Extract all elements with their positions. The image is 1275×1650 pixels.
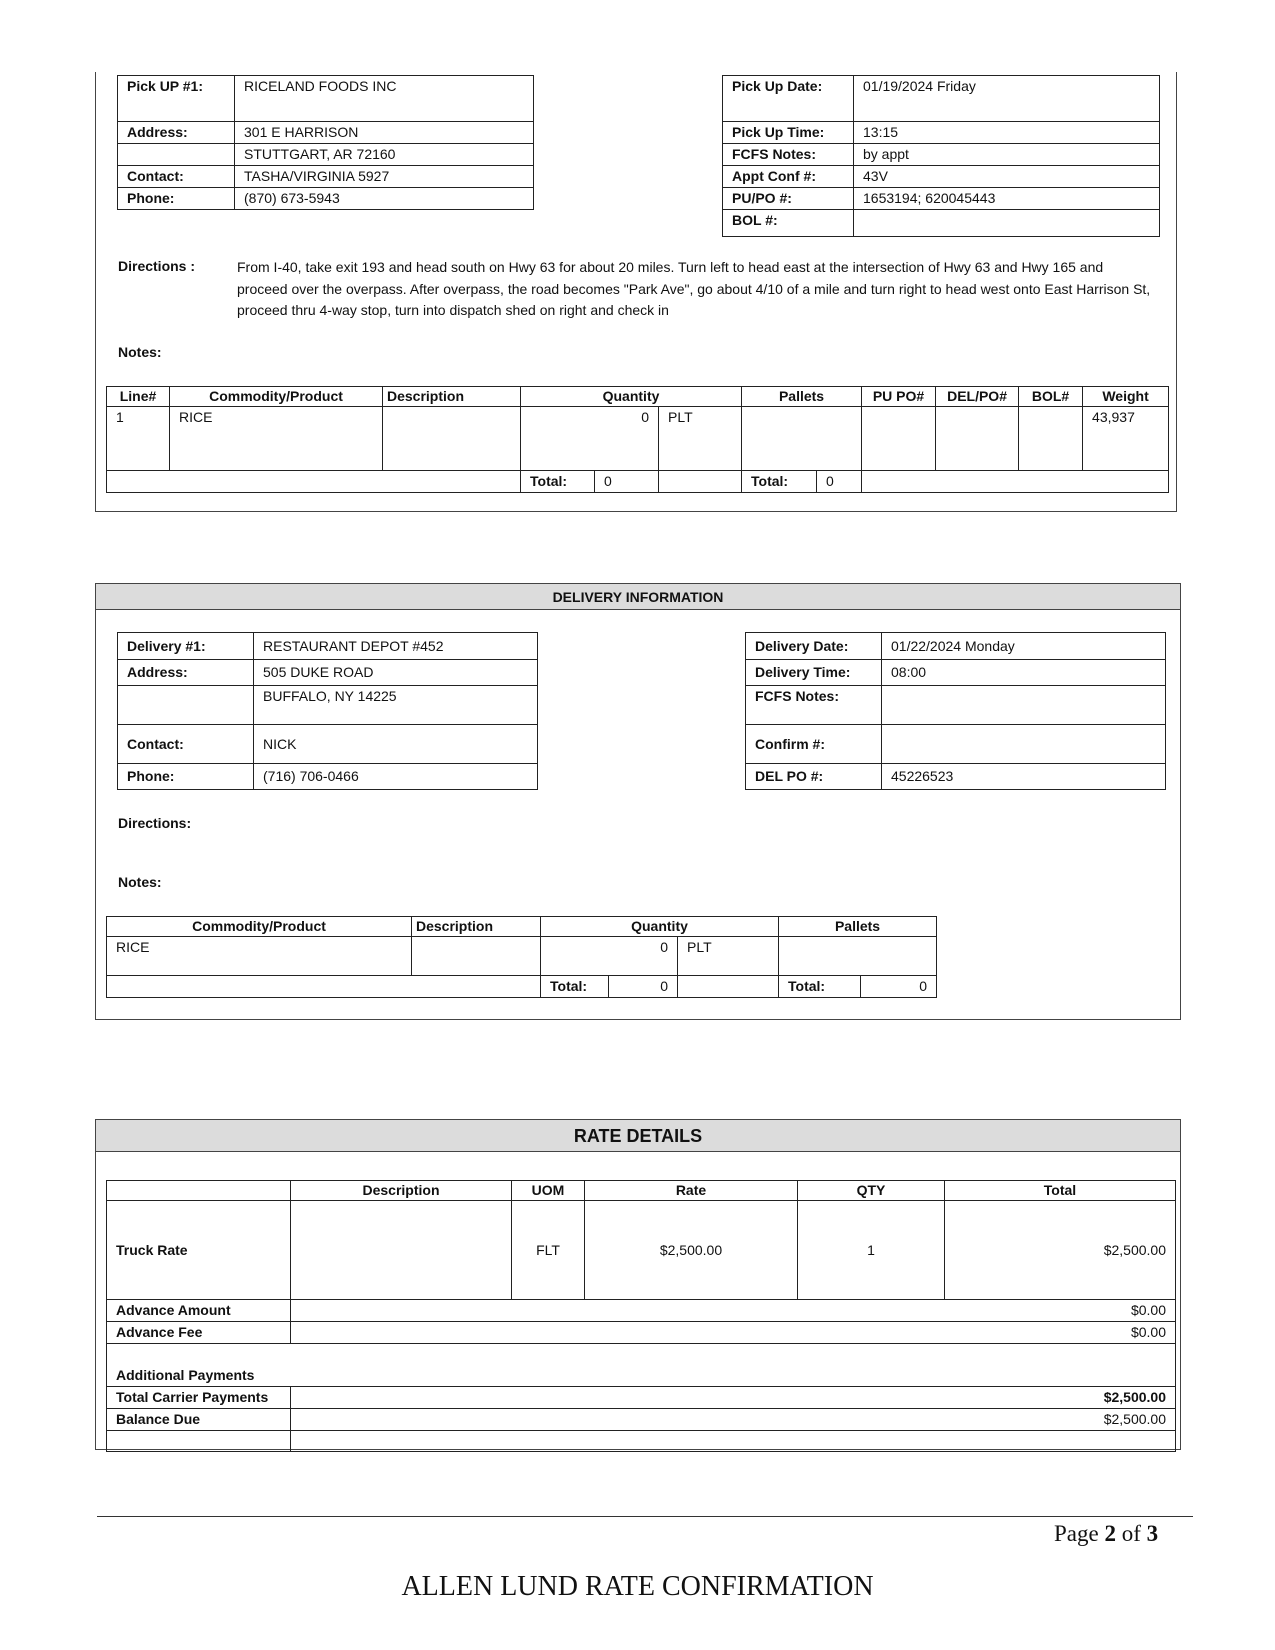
pickup-pallet-total-label: Total: [742,471,817,493]
pickup-time-label: Pick Up Time: [723,122,854,144]
pickup-contact-label: Contact: [118,166,235,188]
page-number [1054,1521,1158,1547]
pickup-col-del-po: DEL/PO# [936,387,1019,407]
pickup-date-value: 01/19/2024 Friday [854,76,1160,122]
table-row [107,407,1169,471]
rate-col-rate: Rate [585,1181,798,1201]
rate-col-total: Total [945,1181,1176,1201]
table-row [107,1201,1176,1300]
truck-rate-rate: $2,500.00 [585,1201,798,1300]
delivery-date-label: Delivery Date: [746,633,882,660]
delivery-po-value: 45226523 [882,764,1166,790]
document-title: ALLEN LUND RATE CONFIRMATION [401,1571,874,1602]
rate-col-uom: UOM [512,1181,585,1201]
rate-col-qty: QTY [798,1181,945,1201]
pickup-col-line: Line# [107,387,170,407]
delivery-item-description [412,937,541,976]
pickup-item-description [383,407,521,471]
delivery-col-commodity: Commodity/Product [107,917,412,937]
delivery-fcfs-value [882,686,1166,725]
rate-table [106,1180,1176,1452]
delivery-confirm-label: Confirm #: [746,725,882,764]
delivery-directions-label: Directions: [118,815,192,831]
pickup-bol-label: BOL #: [723,210,854,237]
delivery-contact-label: Contact: [118,725,254,764]
pickup-item-weight: 43,937 [1083,407,1169,471]
pickup-po-value: 1653194; 620045443 [854,188,1160,210]
pickup-pallet-total: 0 [817,471,862,493]
delivery-fcfs-label: FCFS Notes: [746,686,882,725]
pickup-schedule-table [722,75,1160,237]
page-current: 2 [1104,1521,1116,1546]
delivery-schedule-table [745,632,1166,790]
delivery-col-pallets: Pallets [779,917,937,937]
pickup-address-line2: STUTTGART, AR 72160 [235,144,534,166]
pickup-item-line: 1 [107,407,170,471]
pickup-item-pallets [742,407,862,471]
truck-rate-label: Truck Rate [107,1201,291,1300]
delivery-address-label: Address: [118,660,254,686]
delivery-pallet-total: 0 [861,976,937,998]
pickup-directions-text: From I-40, take exit 193 and head south on Hwy 63 for about 20 miles. Turn left to head east at the intersection of Hwy 63 and Hwy 165 and proceed over the overpass. After overpass, the road becomes "Park Ave", go about 4/10 of a mile and turn right to head west onto East Harrison St, proceed thru 4-way stop, turn into dispatch shed on right and check in [237,259,1151,318]
pickup-col-commodity: Commodity/Product [170,387,383,407]
delivery-notes-label: Notes: [118,874,162,890]
total-carrier-payments-label: Total Carrier Payments [107,1387,291,1409]
delivery-pallet-total-label: Total: [779,976,861,998]
delivery-item-commodity: RICE [107,937,412,976]
pickup-item-unit: PLT [659,407,742,471]
total-carrier-payments-value: $2,500.00 [291,1387,1176,1409]
page-of: of [1115,1521,1147,1546]
delivery-section-title: DELIVERY INFORMATION [96,584,1180,610]
pickup-bol-value [854,210,1160,237]
delivery-col-description: Description [412,917,541,937]
pickup-qty-total-label: Total: [521,471,595,493]
pickup-qty-total: 0 [595,471,659,493]
pickup-col-bol: BOL# [1019,387,1083,407]
delivery-address-line1: 505 DUKE ROAD [254,660,538,686]
pickup-notes-label: Notes: [118,344,162,360]
pickup-col-pallets: Pallets [742,387,862,407]
pickup-col-weight: Weight [1083,387,1169,407]
delivery-phone-label: Phone: [118,764,254,790]
delivery-date-value: 01/22/2024 Monday [882,633,1166,660]
pickup-item-pu-po [862,407,936,471]
delivery-items-table [106,916,937,998]
pickup-col-quantity: Quantity [521,387,742,407]
pickup-contact-value: TASHA/VIRGINIA 5927 [235,166,534,188]
truck-rate-qty: 1 [798,1201,945,1300]
delivery-address-line2: BUFFALO, NY 14225 [254,686,538,725]
pickup-fcfs-label: FCFS Notes: [723,144,854,166]
delivery-item-pallets [779,937,937,976]
footer-divider [97,1516,1193,1517]
delivery-qty-total: 0 [609,976,678,998]
pickup-item-commodity: RICE [170,407,383,471]
rate-section-title: RATE DETAILS [96,1120,1180,1152]
pickup-col-pu-po: PU PO# [862,387,936,407]
rate-col-description: Description [291,1181,512,1201]
page-prefix: Page [1054,1521,1105,1546]
truck-rate-total: $2,500.00 [945,1201,1176,1300]
pickup-fcfs-value: by appt [854,144,1160,166]
delivery-contact-value: NICK [254,725,538,764]
advance-amount-label: Advance Amount [107,1300,291,1322]
delivery-item-qty: 0 [541,937,678,976]
delivery-time-value: 08:00 [882,660,1166,686]
pickup-address-label: Address: [118,122,235,144]
truck-rate-description [291,1201,512,1300]
balance-due-value: $2,500.00 [291,1409,1176,1431]
pickup-item-qty: 0 [521,407,659,471]
delivery-stop-table [117,632,538,790]
table-row [107,937,937,976]
delivery-stop-value: RESTAURANT DEPOT #452 [254,633,538,660]
pickup-item-bol [1019,407,1083,471]
pickup-stop-table [117,75,534,210]
pickup-date-label: Pick Up Date: [723,76,854,122]
pickup-time-value: 13:15 [854,122,1160,144]
pickup-appt-value: 43V [854,166,1160,188]
pickup-stop-label: Pick UP #1: [118,76,235,122]
pickup-stop-value: RICELAND FOODS INC [235,76,534,122]
delivery-confirm-value [882,725,1166,764]
delivery-po-label: DEL PO #: [746,764,882,790]
advance-amount-value: $0.00 [291,1300,1176,1322]
advance-fee-label: Advance Fee [107,1322,291,1344]
pickup-item-del-po [936,407,1019,471]
delivery-item-unit: PLT [678,937,779,976]
pickup-phone-value: (870) 673-5943 [235,188,534,210]
advance-fee-value: $0.00 [291,1322,1176,1344]
pickup-appt-label: Appt Conf #: [723,166,854,188]
truck-rate-uom: FLT [512,1201,585,1300]
pickup-col-description: Description [383,387,521,407]
delivery-col-quantity: Quantity [541,917,779,937]
delivery-stop-label: Delivery #1: [118,633,254,660]
delivery-qty-total-label: Total: [541,976,609,998]
page-total: 3 [1146,1521,1159,1546]
delivery-phone-value: (716) 706-0466 [254,764,538,790]
pickup-po-label: PU/PO #: [723,188,854,210]
pickup-directions-label: Directions : [118,258,196,274]
balance-due-label: Balance Due [107,1409,291,1431]
additional-payments-label: Additional Payments [107,1344,1176,1387]
pickup-items-table [106,386,1169,493]
delivery-time-label: Delivery Time: [746,660,882,686]
pickup-phone-label: Phone: [118,188,235,210]
pickup-address-line1: 301 E HARRISON [235,122,534,144]
